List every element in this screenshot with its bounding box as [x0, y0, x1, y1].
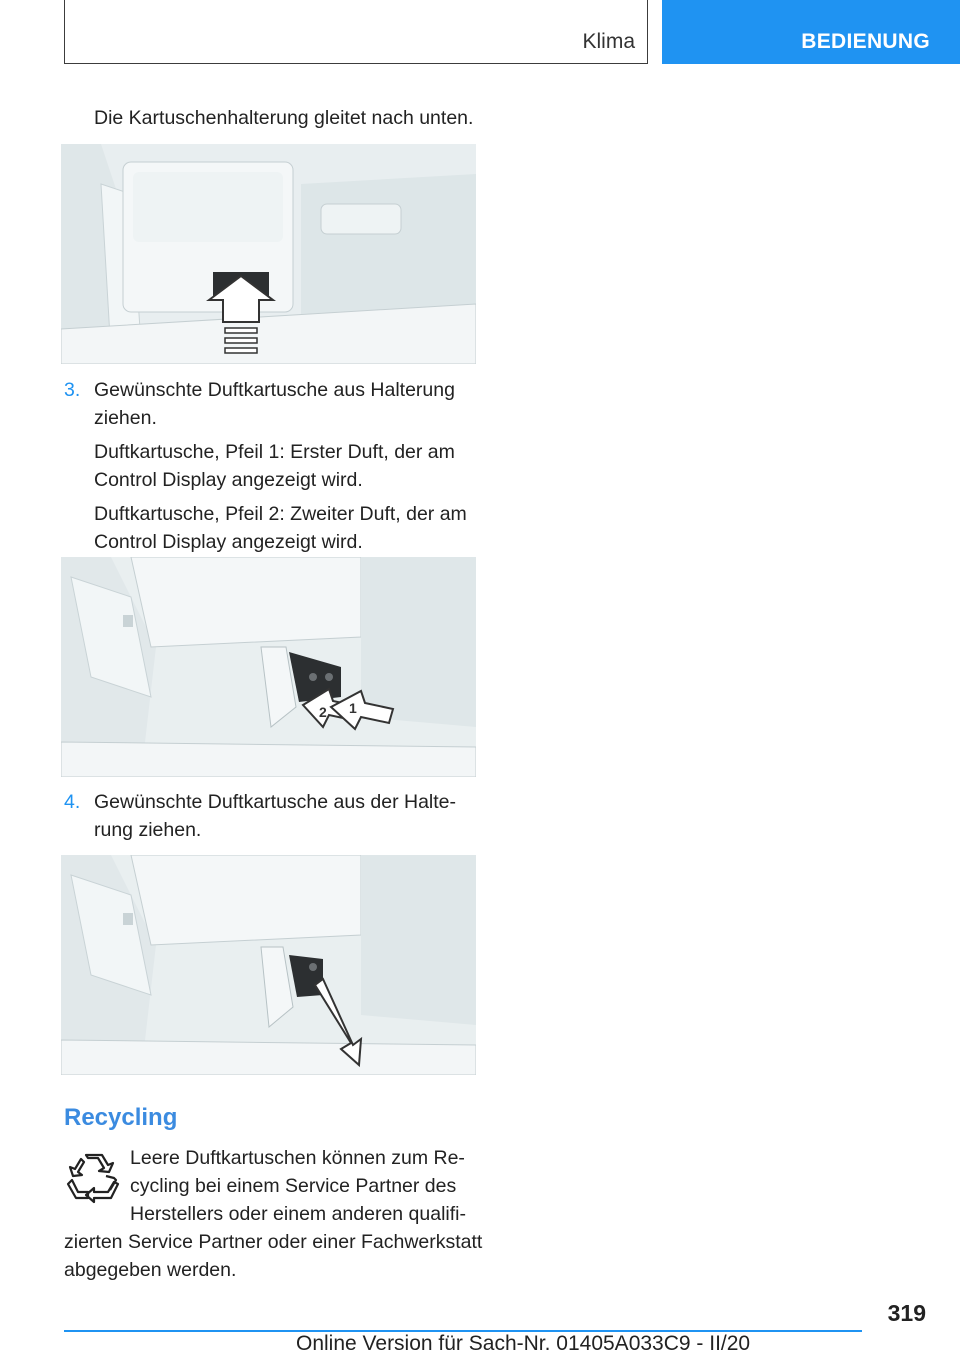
chapter-tab — [662, 0, 960, 64]
step-3-line-1: Gewünschte Duftkartusche aus Halterung — [94, 379, 455, 401]
recycle-icon — [66, 1150, 120, 1204]
page-number: 319 — [887, 1300, 926, 1326]
step-4-line-1: Gewünschte Duftkartusche aus der Halte- — [94, 791, 457, 813]
header-section-box — [64, 0, 648, 64]
recycling-text-bottom — [64, 1228, 484, 1284]
recycling-text-top — [130, 1144, 476, 1228]
recycling-line-3: Herstellers oder einem anderen qualifi- — [130, 1203, 467, 1225]
recycling-line-2: cycling bei einem Service Partner des — [130, 1175, 457, 1197]
figure-cartridge-holder-slide-down — [61, 144, 476, 364]
figure-cartridge-arrows-1-2 — [61, 557, 476, 777]
figure-cartridge-pull-out — [61, 855, 476, 1075]
recycling-heading: Recycling — [64, 1104, 178, 1131]
step-3 — [64, 376, 476, 556]
recycling-line-1: Leere Duftkartuschen können zum Re- — [130, 1147, 465, 1169]
recycling-line-4: zierten Service Partner oder einer Fachwerkstatt — [64, 1231, 483, 1253]
step-4 — [64, 788, 476, 844]
chapter-tag: BEDIENUNG — [801, 30, 930, 53]
online-version-text: Online Version für Sach-Nr. 01405A033C9 - II/20 — [296, 1332, 751, 1355]
step-3-line-2: ziehen. — [94, 407, 157, 429]
note-1-line-1: Duftkartusche, Pfeil 1: Erster Duft, der am — [94, 441, 455, 463]
step-number: 4. — [64, 791, 81, 813]
note-2-line-2: Control Display angezeigt wird. — [94, 531, 363, 553]
step-number: 3. — [64, 379, 81, 401]
recycling-line-5: abgegeben werden. — [64, 1259, 237, 1281]
step-4-line-2: rung ziehen. — [94, 819, 202, 841]
figure-label-1: 1 — [349, 700, 357, 716]
section-title: Klima — [582, 30, 635, 53]
figure-label-2: 2 — [319, 704, 327, 720]
note-1-line-2: Control Display angezeigt wird. — [94, 469, 363, 491]
intro-text: Die Kartuschenhalterung gleitet nach unten. — [94, 107, 474, 129]
note-2-line-1: Duftkartusche, Pfeil 2: Zweiter Duft, der am — [94, 503, 467, 525]
